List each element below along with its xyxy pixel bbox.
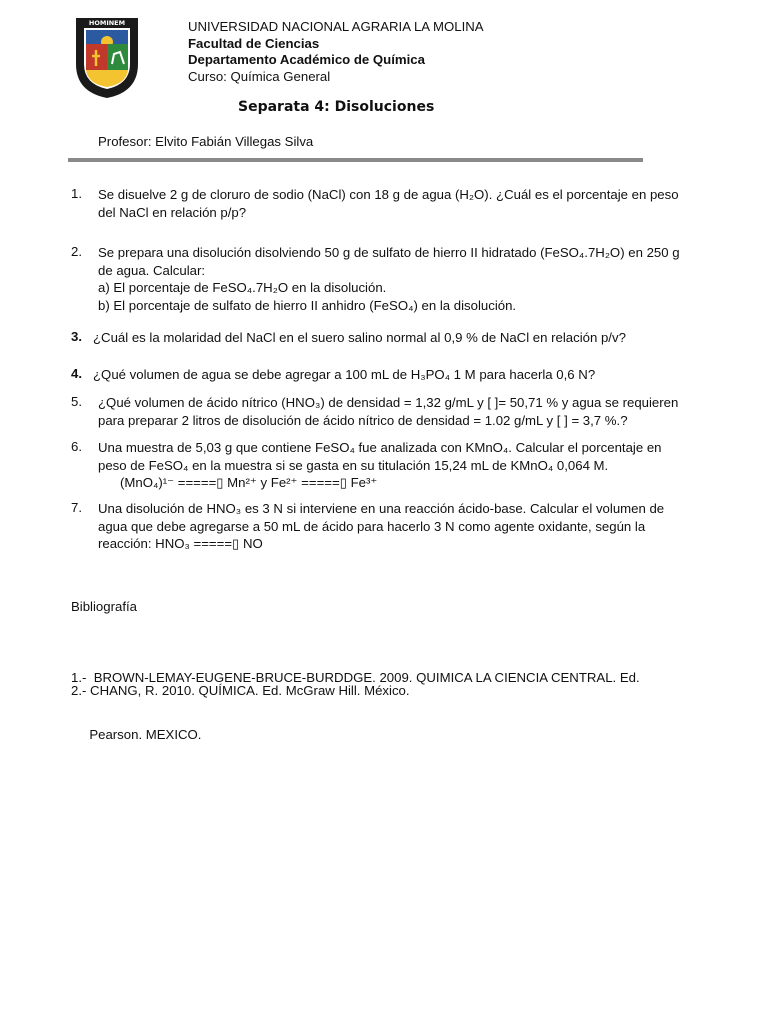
header-divider: [68, 158, 643, 162]
problem-6-text: Una muestra de 5,03 g que contiene FeSO₄ fue analizada con KMnO₄. Calcular el porcentaje en peso de FeSO₄ en la muestra si se gasta en su titulación 15,24 mL de KMnO₄ 0,064 M. (MnO₄)¹⁻ =====▯ Mn²⁺ y Fe²⁺ =====▯ Fe³⁺: [98, 440, 662, 490]
professor-name: Profesor: Elvito Fabián Villegas Silva: [98, 134, 314, 149]
problem-3-text: ¿Cuál es la molaridad del NaCl en el suero salino normal al 0,9 % de NaCl en relación p/v?: [93, 330, 626, 345]
faculty-name: Facultad de Ciencias: [188, 35, 320, 51]
problem-4-text: ¿Qué volumen de agua se debe agregar a 100 mL de H₃PO₄ 1 M para hacerla 0,6 N?: [93, 367, 596, 382]
bibliography-heading: Bibliografía: [71, 599, 137, 614]
problem-4-number: 4.: [71, 366, 82, 381]
bibliography-ref-1: 1.- BROWN-LEMAY-EUGENE-BRUCE-BURDDGE. 2009. QUIMICA LA CIENCIA CENTRAL. Ed. Pearson. MEXICO.: [71, 670, 640, 742]
problem-1-number: 1.: [71, 186, 82, 201]
problem-1-text: Se disuelve 2 g de cloruro de sodio (NaCl) con 18 g de agua (H₂O). ¿Cuál es el porcentaje en peso del NaCl en relación p/p?: [98, 187, 679, 220]
problem-2-number: 2.: [71, 244, 82, 259]
bibliography-ref-2: 2.- CHANG, R. 2010. QUÍMICA. Ed. McGraw Hill. México.: [71, 683, 410, 698]
problem-2-text: Se prepara una disolución disolviendo 50 g de sulfato de hierro II hidratado (FeSO₄.7H₂O) en 250 g de agua. Calcular: a) El porcentaje de FeSO₄.7H₂O en la disolución. b) El porcentaje de sulfato de hierro II anhidro (FeSO₄) en la disolución.: [98, 245, 680, 313]
department-name: Departamento Académico de Química: [188, 52, 425, 67]
university-name: UNIVERSIDAD NACIONAL AGRARIA LA MOLINA: [188, 19, 484, 34]
problem-3-number: 3.: [71, 329, 82, 344]
document-title: Separata 4: Disoluciones: [238, 99, 435, 115]
university-seal-logo: [72, 14, 142, 100]
problem-7-number: 7.: [71, 500, 82, 515]
problem-5-number: 5.: [71, 394, 82, 409]
svg-text:HOMINEM: HOMINEM: [88, 19, 126, 27]
problem-7-text: Una disolución de HNO₃ es 3 N si interviene en una reacción ácido-base. Calcular el volumen de agua que debe agregarse a 50 mL de ácido para hacerlo 3 N como agente oxidante, según la reacción: HNO₃ =====▯ NO: [98, 501, 665, 551]
problem-5-text: ¿Qué volumen de ácido nítrico (HNO₃) de densidad = 1,32 g/mL y [ ]= 50,71 % y agua se requieren para preparar 2 litros de disolución de ácido nítrico de densidad = 1.02 g/mL y [ ] = 3,7 %.?: [98, 395, 679, 428]
course-name: Curso: Química General: [188, 68, 331, 84]
problem-6-number: 6.: [71, 439, 82, 454]
